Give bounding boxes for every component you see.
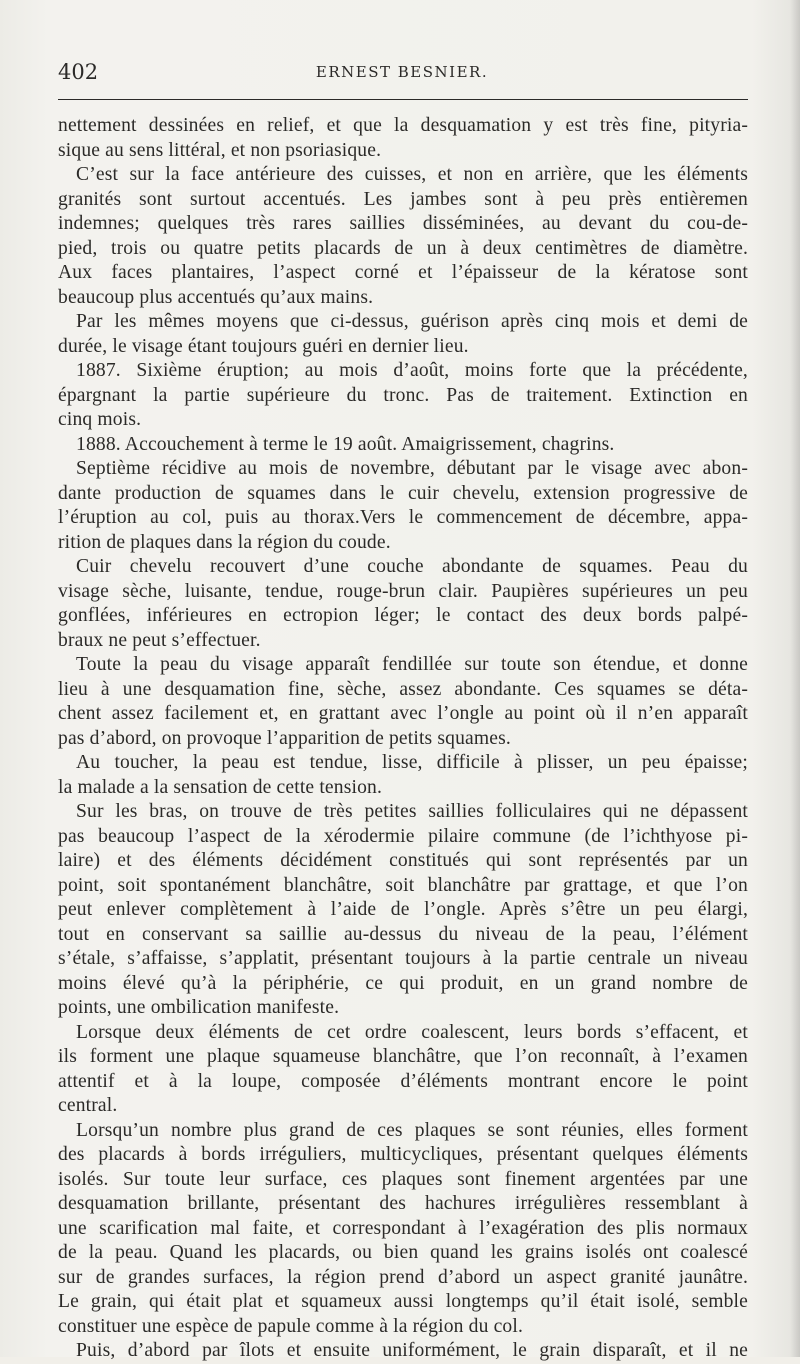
text-line: Lorsque deux éléments de cet ordre coalescent, leurs bords s’effacent, et [76,1021,748,1043]
text-line: Lorsqu’un nombre plus grand de ces plaques se sont réunies, elles forment [76,1119,748,1141]
text-line: Par les mêmes moyens que ci-dessus, guérison après cinq mois et demi de [76,311,748,332]
running-head: ERNEST BESNIER. [315,63,489,81]
text-line: Au toucher, la peau est tendue, lisse, difficile à plisser, un peu épaisse; [76,752,748,773]
text-line: beaucoup plus accentués qu’aux mains. [58,286,374,308]
text-line: points, une ombilication manifeste. [58,997,340,1018]
text-line: Aux faces plantaires, l’aspect corné et l’épaisseur de la kératose sont [58,262,748,283]
text-line: constituer une espèce de papule comme à la région du col. [58,1315,524,1337]
text-line: braux ne peut s’effectuer. [58,629,261,651]
text-line: tout en conservant sa saillie au-dessus du niveau de la peau, l’élément [58,923,748,945]
text-line: des placards à bords irréguliers, multicycliques, présentant quelques éléments [58,1144,748,1165]
text-line: attentif et à la loupe, composée d’éléments montrant encore le point [58,1070,748,1092]
text-line: 1888. Accouchement à terme le 19 août. Amaigrissement, chagrins. [76,433,615,455]
text-line: Puis, d’abord par îlots et ensuite uniformément, le grain disparaît, et il ne [76,1340,748,1361]
text-line: Sur les bras, on trouve de très petites saillies folliculaires qui ne dépassent [76,801,748,822]
text-line: rition de plaques dans la région du coude. [58,531,391,553]
text-line: durée, le visage étant toujours guéri en dernier lieu. [58,335,469,357]
text-line: de la peau. Quand les placards, ou bien quand les grains isolés ont coalescé [58,1242,748,1263]
text-line: épargnant la partie supérieure du tronc. Pas de traitement. Extinction en [58,384,748,406]
text-line: une scarification mal faite, et correspondant à l’exagération des plis normaux [58,1217,748,1239]
text-line: point, soit spontanément blanchâtre, soit blanchâtre par grattage, et que l’on [58,874,748,896]
text-line: Toute la peau du visage apparaît fendillée sur toute son étendue, et donne [76,654,748,675]
text-line: C’est sur la face antérieure des cuisses, et non en arrière, que les éléments [76,164,748,185]
text-line: chent assez facilement et, en grattant avec l’ongle au point où il n’en apparaît [58,703,748,724]
text-line: Septième récidive au mois de novembre, débutant par le visage avec abon- [76,458,748,479]
text-line: cinq mois. [58,409,142,430]
text-line: isolés. Sur toute leur surface, ces plaques sont finement argentées par une [58,1168,748,1190]
text-line: ils forment une plaque squameuse blanchâtre, que l’on reconnaît, à l’examen [58,1046,748,1067]
text-line: gonflées, inférieures en ectropion léger; le contact des deux bords palpé- [58,605,748,626]
text-line: central. [58,1095,118,1116]
text-line: Le grain, qui était plat et squameux aussi longtemps qu’il était isolé, semble [58,1291,748,1312]
text-line: pas d’abord, on provoque l’apparition de petits squames. [58,727,511,749]
text-line: 1887. Sixième éruption; au mois d’août, moins forte que la précédente, [76,360,748,381]
text-line: dante production de squames dans le cuir chevelu, extension progressive de [58,482,748,504]
text-line: nettement dessinées en relief, et que la desquamation y est très fine, pityria- [58,115,748,136]
text-line: laire) et des éléments décidément constitués qui sont représentés par un [58,850,748,871]
page-number: 402 [58,60,99,84]
text-line: granités sont surtout accentués. Les jambes sont à peu près entièremen [58,188,748,210]
text-line: lieu à une desquamation fine, sèche, assez abondante. Ces squames se déta- [58,678,748,700]
header-rule [58,99,748,100]
text-line: indemnes; quelques très rares saillies disséminées, au devant du cou-de- [58,213,748,234]
text-line: peut enlever complètement à l’aide de l’ongle. Après s’être un peu élargi, [58,899,748,920]
text-line: desquamation brillante, présentant des hachures irrégulières ressemblant à [58,1193,748,1214]
text-line: Cuir chevelu recouvert d’une couche abondante de squames. Peau du [76,556,748,577]
text-line: visage sèche, luisante, tendue, rouge-brun clair. Paupières supérieures un peu [58,580,748,602]
text-line: pas beaucoup l’aspect de la xérodermie pilaire commune (de l’ichthyose pi- [58,825,748,847]
page-header [58,60,746,88]
text-line: moins élevé qu’à la périphérie, ce qui produit, en un grand nombre de [58,972,748,994]
text-line: l’éruption au col, puis au thorax.Vers le commencement de décembre, appa- [58,507,748,528]
text-line: sur de grandes surfaces, la région prend d’abord un aspect granité jaunâtre. [58,1266,748,1288]
text-line: la malade a la sensation de cette tension. [58,776,383,798]
body-text [58,114,748,1364]
text-line: s’étale, s’affaisse, s’applatit, présentant toujours à la partie centrale un niveau [58,948,748,969]
text-line: pied, trois ou quatre petits placards de un à deux centimètres de diamètre. [58,237,748,259]
text-line: sique au sens littéral, et non psoriasique. [58,139,382,161]
page-edge-shadow [790,0,800,1357]
